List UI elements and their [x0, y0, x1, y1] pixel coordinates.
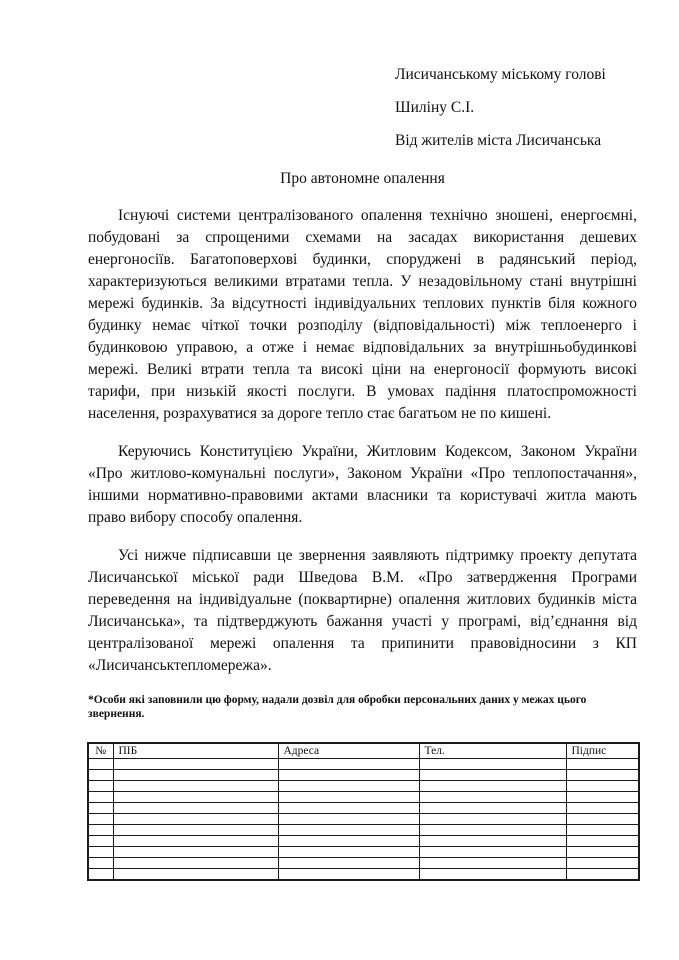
table-cell-empty — [419, 869, 566, 881]
table-cell-empty — [88, 858, 113, 869]
addressee-block — [395, 58, 637, 157]
table-cell-empty — [113, 770, 278, 781]
table-row — [88, 858, 639, 869]
table-cell-empty — [88, 825, 113, 836]
table-cell-empty — [113, 825, 278, 836]
table-cell-empty — [419, 770, 566, 781]
table-row — [88, 759, 639, 770]
table-cell-empty — [278, 836, 419, 847]
table-cell-empty — [113, 814, 278, 825]
body-paragraph: Існуючі системи централізованого опалення технічно зношені, енергоємні, побудовані за спрощеними схемами на засадах використання дешевих енергоносіїв. Багатоповерхові будинки, споруджені в радянський період, характеризуються великими втратами тепла. У незадовільному стані внутрішні мережі будинків. За відсутності індивідуальних теплових пунктів біля кожного будинку немає чіткої точки розподілу (відповідальності) між теплоенерго і будинковою управою, а отже і немає відповідальних за внутрішньобудинкові мережі. Великі втрати тепла та високі ціни на енергоносії формують високі тарифи, при низькій якості послуги. В умовах падіння платоспроможності населення, розрахуватися за дороге тепло стає багатьом не по кишені. — [88, 207, 637, 422]
table-cell-empty — [88, 770, 113, 781]
table-row — [88, 869, 639, 881]
table-row — [88, 836, 639, 847]
table-cell-empty — [88, 792, 113, 803]
table-cell-empty — [113, 858, 278, 869]
table-cell-empty — [113, 792, 278, 803]
addressee-line: Від жителів міста Лисичанська — [395, 132, 602, 149]
table-cell-empty — [419, 847, 566, 858]
table-cell-empty — [566, 781, 639, 792]
table-header-phone: Тел. — [419, 743, 566, 759]
signature-table-body — [88, 759, 639, 881]
table-cell-empty — [113, 847, 278, 858]
table-cell-empty — [278, 759, 419, 770]
table-header-number: № — [88, 743, 113, 759]
table-cell-empty — [88, 814, 113, 825]
table-cell-empty — [278, 825, 419, 836]
table-cell-empty — [419, 803, 566, 814]
table-cell-empty — [113, 803, 278, 814]
table-row — [88, 803, 639, 814]
table-cell-empty — [88, 836, 113, 847]
table-cell-empty — [566, 847, 639, 858]
table-cell-empty — [566, 825, 639, 836]
table-cell-empty — [566, 858, 639, 869]
table-cell-empty — [566, 792, 639, 803]
table-header-address: Адреса — [278, 743, 419, 759]
table-cell-empty — [113, 836, 278, 847]
table-cell-empty — [419, 781, 566, 792]
table-cell-empty — [88, 847, 113, 858]
footnote: *Особи які заповнили цю форму, надали дозвіл для обробки персональних даних у межах цього звернення. — [88, 694, 587, 720]
table-cell-empty — [113, 781, 278, 792]
table-cell-empty — [88, 759, 113, 770]
document-title: Про автономне опалення — [280, 170, 445, 187]
table-cell-empty — [278, 770, 419, 781]
table-cell-empty — [419, 759, 566, 770]
table-cell-empty — [278, 858, 419, 869]
table-cell-empty — [278, 814, 419, 825]
table-cell-empty — [566, 770, 639, 781]
table-row — [88, 814, 639, 825]
table-cell-empty — [419, 836, 566, 847]
table-cell-empty — [278, 847, 419, 858]
table-cell-empty — [419, 814, 566, 825]
table-cell-empty — [113, 869, 278, 881]
table-cell-empty — [566, 869, 639, 881]
table-header-signature: Підпис — [566, 743, 639, 759]
table-cell-empty — [278, 869, 419, 881]
table-row — [88, 792, 639, 803]
table-header-row — [88, 743, 639, 759]
table-cell-empty — [88, 803, 113, 814]
table-cell-empty — [278, 781, 419, 792]
table-row — [88, 847, 639, 858]
document-body — [88, 205, 637, 677]
table-cell-empty — [566, 836, 639, 847]
body-paragraph: Усі нижче підписавши це звернення заявляють підтримку проекту депутата Лисичанської міської ради Шведова В.М. «Про затвердження Програми переведення на індивідуальне (поквартирне) опалення житлових будинків міста Лисичанська», та підтверджують бажання участі у програмі, від’єднання від централізованої мережі опалення та припинити правовідносини з КП «Лисичанськтепломережа». — [88, 547, 637, 674]
addressee-line: Лисичанському міському голові — [395, 66, 606, 83]
table-cell-empty — [278, 792, 419, 803]
table-header-name: ПІБ — [113, 743, 278, 759]
table-cell-empty — [88, 869, 113, 881]
table-cell-empty — [419, 858, 566, 869]
table-cell-empty — [278, 803, 419, 814]
table-cell-empty — [566, 759, 639, 770]
table-cell-empty — [566, 803, 639, 814]
body-paragraph: Керуючись Конституцією України, Житловим Кодексом, Законом України «Про житлово-комунальні послуги», Законом України «Про теплопостачання», іншими нормативно-правовими актами власники та користувачі житла мають право вибору способу опалення. — [88, 443, 637, 526]
table-cell-empty — [113, 759, 278, 770]
addressee-line: Шиліну С.І. — [395, 99, 475, 116]
table-cell-empty — [566, 814, 639, 825]
table-row — [88, 825, 639, 836]
table-row — [88, 770, 639, 781]
table-cell-empty — [419, 825, 566, 836]
table-row — [88, 781, 639, 792]
table-cell-empty — [88, 781, 113, 792]
signature-table — [87, 742, 640, 881]
table-cell-empty — [419, 792, 566, 803]
